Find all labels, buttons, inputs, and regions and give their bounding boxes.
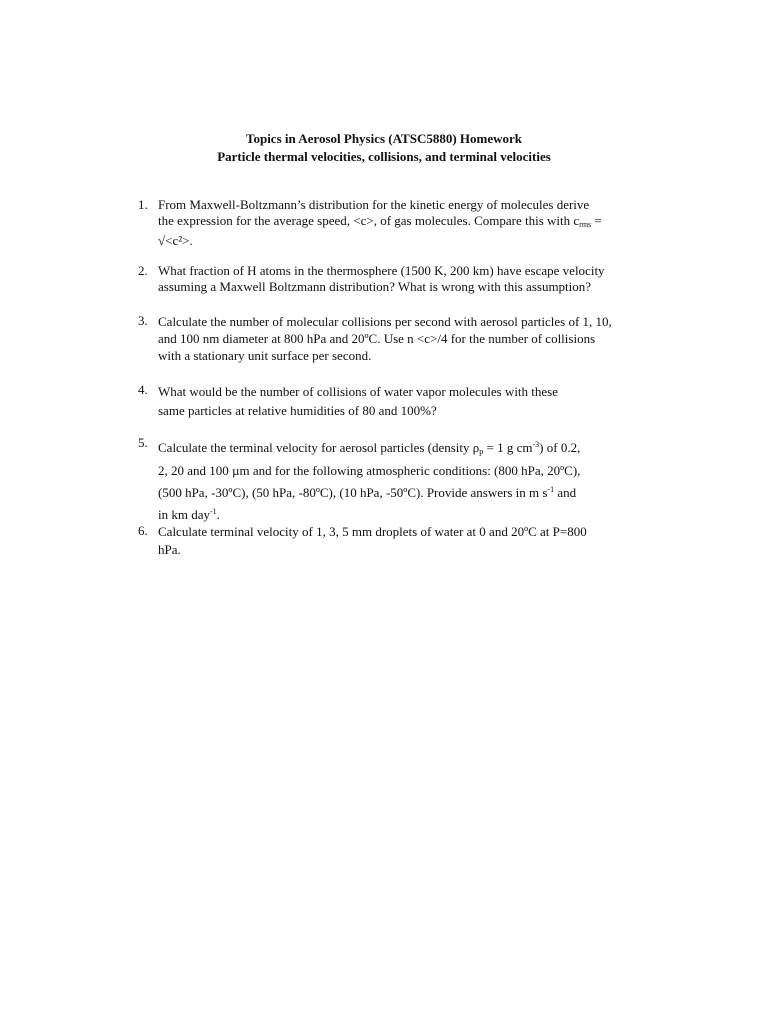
- question-text: [158, 313, 678, 364]
- density-subscript: p: [479, 447, 484, 456]
- question-text: [158, 435, 678, 524]
- question-text: [158, 197, 678, 249]
- question-line: same particles at relative humidities of 80 and 100%?: [158, 403, 437, 418]
- exponent-superscript: -1: [210, 507, 217, 516]
- line-text: the expression for the average speed, <c>, of gas molecules. Compare this with c: [158, 213, 580, 228]
- question-line: [158, 435, 678, 461]
- line-text: .: [216, 507, 220, 522]
- question-number: 6.: [138, 523, 148, 538]
- document-title: Topics in Aerosol Physics (ATSC5880) Homework: [245, 131, 523, 146]
- question-line: with a stationary unit surface per second.: [158, 348, 372, 363]
- question-line: √<c²>.: [158, 233, 193, 248]
- question-line: hPa.: [158, 542, 181, 557]
- question-line: and 100 nm diameter at 800 hPa and 20ºC. Use n <c>/4 for the number of collisions: [158, 331, 596, 346]
- question-line: What would be the number of collisions of water vapor molecules with these: [158, 384, 559, 399]
- line-text: ) of 0.2,: [539, 440, 581, 455]
- question-line: assuming a Maxwell Boltzmann distribution? What is wrong with this assumption?: [158, 279, 592, 294]
- question-line: [158, 480, 678, 502]
- question-text: [158, 382, 678, 420]
- question-line: [158, 213, 678, 233]
- rms-subscript: rms: [579, 220, 592, 229]
- question-text: [158, 263, 678, 295]
- line-text: and: [554, 485, 577, 500]
- question-line: From Maxwell-Boltzmann’s distribution for the kinetic energy of molecules derive: [158, 197, 590, 212]
- question-line: [158, 502, 678, 524]
- question-text: [158, 523, 678, 559]
- question-number: 5.: [138, 435, 148, 450]
- line-text: =: [591, 213, 602, 228]
- question-line: Calculate terminal velocity of 1, 3, 5 mm droplets of water at 0 and 20ºC at P=800: [158, 524, 587, 539]
- exponent-superscript: -1: [547, 485, 555, 494]
- line-text: in km day: [158, 507, 210, 522]
- question-number: 2.: [138, 263, 148, 278]
- question-number: 4.: [138, 382, 148, 397]
- line-text: (500 hPa, -30ºC), (50 hPa, -80ºC), (10 hPa, -50ºC). Provide answers in m s: [158, 485, 548, 500]
- line-text: = 1 g cm: [483, 440, 533, 455]
- question-line: 2, 20 and 100 µm and for the following atmospheric conditions: (800 hPa, 20ºC),: [158, 463, 581, 478]
- document-subtitle: Particle thermal velocities, collisions, and terminal velocities: [217, 149, 551, 164]
- question-line: What fraction of H atoms in the thermosphere (1500 K, 200 km) have escape velocity: [158, 263, 605, 278]
- exponent-superscript: -3: [532, 440, 540, 449]
- question-line: Calculate the number of molecular collisions per second with aerosol particles of 1, 10,: [158, 314, 612, 329]
- question-number: 1.: [138, 197, 148, 212]
- question-number: 3.: [138, 313, 148, 328]
- line-text: Calculate the terminal velocity for aerosol particles (density ρ: [158, 440, 480, 455]
